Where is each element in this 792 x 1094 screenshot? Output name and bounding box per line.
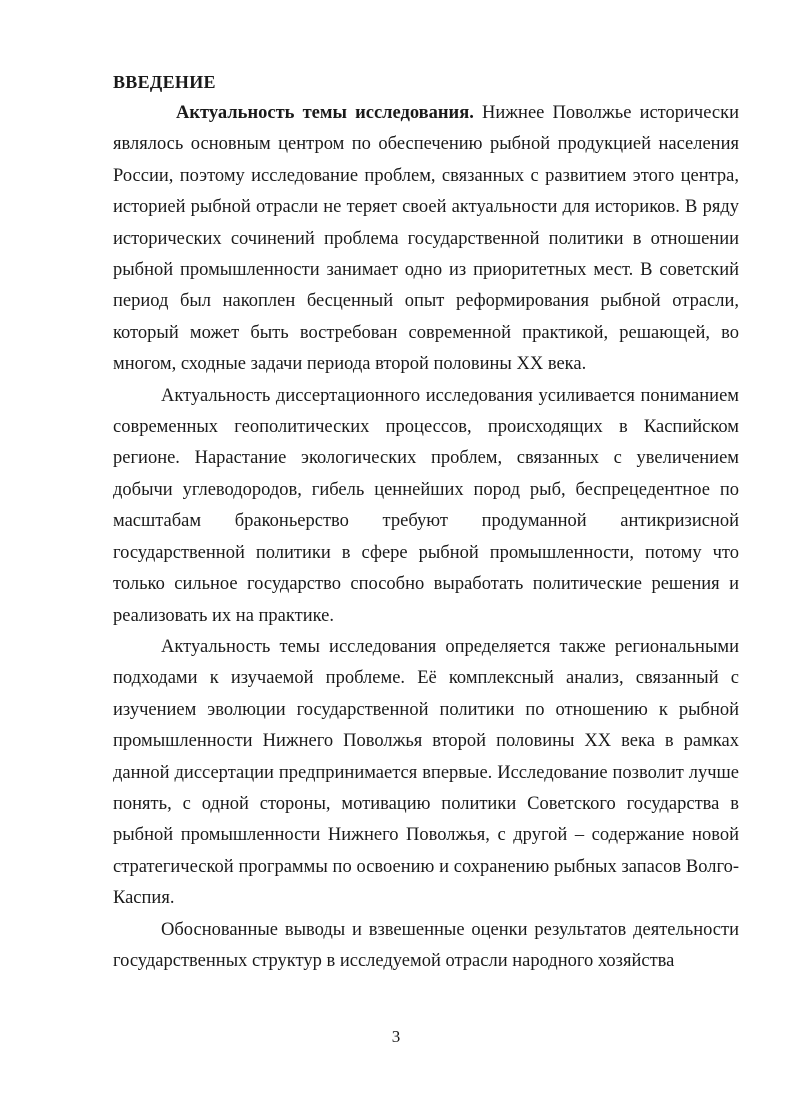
section-heading: ВВЕДЕНИЕ bbox=[113, 72, 216, 92]
paragraph-conclusions: Обоснованные выводы и взвешенные оценки результатов деятельности государственных структур в исследуемой отрасли народного хозяйства bbox=[113, 919, 739, 971]
paragraph-regional: Актуальность темы исследования определяется также региональными подходами к изучаемой проблеме. Её комплексный анализ, связанный с изучением эволюции государственной политики по отношению к рыбной промышленности Нижнего Поволжья второй половины XX века в рамках данной диссертации предпринимается впервые. Исследование позволит лучше понять, с одной стороны, мотивацию политики Советского государства в рыбной промышленности Нижнего Поволжья, с другой – содержание новой стратегической программы по освоению и сохранению рыбных запасов Волго-Каспия. bbox=[113, 636, 739, 909]
paragraph-lead: Актуальность темы исследования. bbox=[176, 103, 474, 123]
paragraph-relevance bbox=[113, 98, 739, 381]
page-number: 3 bbox=[391, 1027, 401, 1046]
paragraph-geopolitics: Актуальность диссертационного исследования усиливается пониманием современных геополитических процессов, происходящих в Каспийском регионе. Нарастание экологических проблем, связанных с увеличением добычи углеводородов, гибель ценнейших пород рыб, беспрецедентное по масштабам браконьерство требуют продуманной антикризисной государственной политики в сфере рыбной промышленности, потому что только сильное государство способно выработать политические решения и реализовать их на практике. bbox=[113, 385, 739, 626]
paragraph-text: Нижнее Поволжье исторически являлось основным центром по обеспечению рыбной продукцией населения России, поэтому исследование проблем, связанных с развитием этого центра, историей рыбной отрасли не теряет своей актуальности для историков. В ряду исторических сочинений проблема государственной политики в отношении рыбной промышленности занимает одно из приоритетных мест. В советский период был накоплен бесценный опыт реформирования рыбной отрасли, который может быть востребован современной практикой, решающей, во многом, сходные задачи периода второй половины XX века. bbox=[113, 103, 739, 375]
body-text bbox=[113, 98, 739, 977]
